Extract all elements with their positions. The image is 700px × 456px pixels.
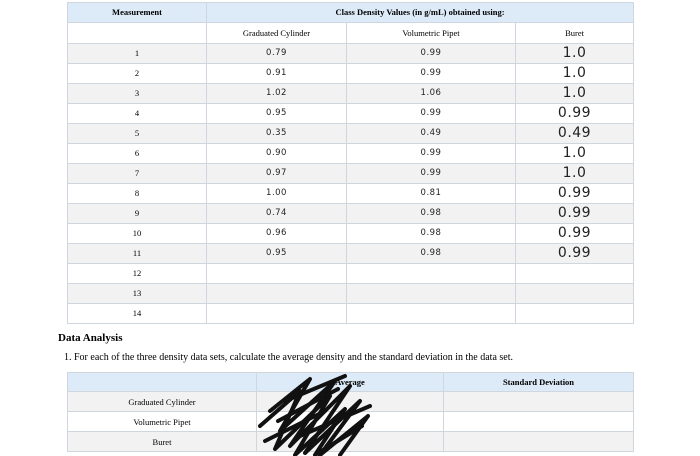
buret-value: 0.99 xyxy=(516,104,634,124)
measurement-number: 10 xyxy=(68,224,207,244)
volumetric-pipet-value xyxy=(347,284,516,304)
density-table-body xyxy=(68,44,634,324)
measurement-row xyxy=(68,84,634,104)
buret-value: 1.0 xyxy=(516,144,634,164)
measurement-row xyxy=(68,284,634,304)
buret-value xyxy=(516,304,634,324)
std-dev-header: Standard Deviation xyxy=(444,373,634,392)
data-analysis-title: Data Analysis xyxy=(58,332,123,344)
std-dev-cell xyxy=(444,392,634,412)
volumetric-pipet-value: 0.99 xyxy=(347,44,516,64)
density-data-table xyxy=(67,2,634,324)
measurement-row xyxy=(68,104,634,124)
measurement-row xyxy=(68,44,634,64)
std-dev-cell xyxy=(444,412,634,432)
empty-header-cell xyxy=(68,23,207,44)
measurement-number: 6 xyxy=(68,144,207,164)
graduated-cylinder-value: 0.35 xyxy=(207,124,347,144)
analysis-row-label: Buret xyxy=(68,432,257,452)
volumetric-pipet-value: 0.99 xyxy=(347,144,516,164)
class-density-header: Class Density Values (in g/mL) obtained using: xyxy=(207,3,634,23)
question-1: 1. For each of the three density data sets, calculate the average density and the standard deviation in the data set. xyxy=(64,352,513,363)
density-table-header-row xyxy=(68,3,634,23)
measurement-number: 1 xyxy=(68,44,207,64)
volumetric-pipet-value: 0.49 xyxy=(347,124,516,144)
buret-value xyxy=(516,264,634,284)
measurement-row xyxy=(68,144,634,164)
analysis-empty-header xyxy=(68,373,257,392)
scribble-redaction xyxy=(250,371,380,456)
measurement-number: 4 xyxy=(68,104,207,124)
measurement-number: 3 xyxy=(68,84,207,104)
buret-value: 0.49 xyxy=(516,124,634,144)
buret-value: 0.99 xyxy=(516,204,634,224)
buret-value: 1.0 xyxy=(516,84,634,104)
measurement-number: 12 xyxy=(68,264,207,284)
volumetric-pipet-value: 0.99 xyxy=(347,164,516,184)
method-header-row xyxy=(68,23,634,44)
graduated-cylinder-value xyxy=(207,304,347,324)
volumetric-pipet-value: 0.98 xyxy=(347,244,516,264)
measurement-row xyxy=(68,184,634,204)
measurement-header: Measurement xyxy=(68,3,207,23)
graduated-cylinder-value: 0.97 xyxy=(207,164,347,184)
volumetric-pipet-value xyxy=(347,304,516,324)
buret-value: 0.99 xyxy=(516,224,634,244)
graduated-cylinder-value: 0.79 xyxy=(207,44,347,64)
average-header: Average xyxy=(257,373,444,392)
measurement-number: 5 xyxy=(68,124,207,144)
buret-value: 1.0 xyxy=(516,44,634,64)
measurement-row xyxy=(68,64,634,84)
graduated-cylinder-value: 1.02 xyxy=(207,84,347,104)
graduated-cylinder-value xyxy=(207,264,347,284)
analysis-row-label: Volumetric Pipet xyxy=(68,412,257,432)
method-header-volumetric-pipet: Volumetric Pipet xyxy=(347,23,516,44)
buret-value: 1.0 xyxy=(516,164,634,184)
measurement-row xyxy=(68,264,634,284)
measurement-number: 9 xyxy=(68,204,207,224)
graduated-cylinder-value: 0.74 xyxy=(207,204,347,224)
volumetric-pipet-value: 0.99 xyxy=(347,64,516,84)
measurement-number: 2 xyxy=(68,64,207,84)
buret-value: 1.0 xyxy=(516,64,634,84)
measurement-number: 13 xyxy=(68,284,207,304)
measurement-row xyxy=(68,124,634,144)
measurement-row xyxy=(68,304,634,324)
buret-value: 0.99 xyxy=(516,244,634,264)
measurement-row xyxy=(68,204,634,224)
volumetric-pipet-value: 0.81 xyxy=(347,184,516,204)
buret-value xyxy=(516,284,634,304)
buret-value: 0.99 xyxy=(516,184,634,204)
method-header-buret: Buret xyxy=(516,23,634,44)
measurement-row xyxy=(68,244,634,264)
std-dev-cell xyxy=(444,432,634,452)
analysis-row-label: Graduated Cylinder xyxy=(68,392,257,412)
graduated-cylinder-value: 0.96 xyxy=(207,224,347,244)
graduated-cylinder-value: 0.90 xyxy=(207,144,347,164)
graduated-cylinder-value: 0.95 xyxy=(207,104,347,124)
measurement-row xyxy=(68,164,634,184)
measurement-number: 8 xyxy=(68,184,207,204)
graduated-cylinder-value: 1.00 xyxy=(207,184,347,204)
volumetric-pipet-value: 0.98 xyxy=(347,204,516,224)
volumetric-pipet-value: 0.98 xyxy=(347,224,516,244)
measurement-number: 14 xyxy=(68,304,207,324)
measurement-number: 11 xyxy=(68,244,207,264)
graduated-cylinder-value: 0.91 xyxy=(207,64,347,84)
volumetric-pipet-value xyxy=(347,264,516,284)
method-header-graduated-cylinder: Graduated Cylinder xyxy=(207,23,347,44)
graduated-cylinder-value: 0.95 xyxy=(207,244,347,264)
graduated-cylinder-value xyxy=(207,284,347,304)
volumetric-pipet-value: 1.06 xyxy=(347,84,516,104)
volumetric-pipet-value: 0.99 xyxy=(347,104,516,124)
measurement-row xyxy=(68,224,634,244)
measurement-number: 7 xyxy=(68,164,207,184)
